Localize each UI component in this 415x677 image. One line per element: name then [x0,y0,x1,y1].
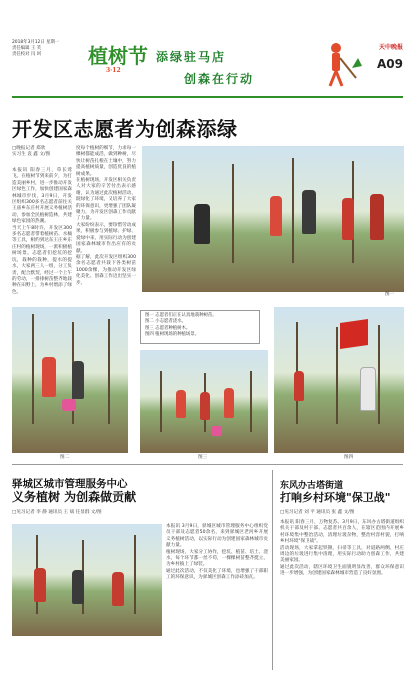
issue-date: 2018年3月12日 星期一 [12,40,60,45]
article-3-byline: □见习记者 刘 平 通讯员 张 鑫 文/图 [280,510,355,515]
planting-figure-icon [316,38,366,90]
lead-column-1: 本报讯 阳春三月，草长莺飞。在植树节到来前夕，为打造美丽乡村，进一步推动开发区绿色工作，加快创建国家森林城市步伐，3月9日，开发区组织300多名志愿者前往关王庙乡东庄村开展义务植树活动，参加全民植树造林，共建绿色家园的热潮。 当天上午8时许，开发区300多名志愿者带着植树苗、水桶等工具，相约到达东王庄乡东庄村的植树现场，一派积极植树场景。志愿者们挖坑的挖坑，栽种的栽种，提水的提水，大家两三人一组，分工负责，配合默契，经过一个上午的劳动，一排排树苗整齐地栽种在田野上，为乡村增添了绿色。 [12,168,72,295]
article-2-photo [12,524,162,636]
column-divider [272,470,273,670]
legend-line-4: 图四 植树现场的种植场景。 [145,332,200,338]
photo-1 [142,146,404,292]
article-2-headline-line-2: 义务植树 为创森做贡献 [12,490,137,504]
photo-1-caption: 图一 [385,292,395,297]
legend-line-2: 图二 小志愿者浇水。 [145,319,186,325]
slogan-line-1: 添绿驻马店 [156,50,227,64]
legend-line-1: 图一 志愿者们正在认真地栽种树苗。 [145,313,217,318]
photo-legend-box [140,310,260,344]
article-3-headline [280,480,390,504]
article-2-headline [12,478,136,504]
article-2-headline-line-1: 驿城区城市管理服务中心 [12,478,128,490]
photo-4 [274,307,404,453]
header-rule [12,96,403,98]
proof-line: 责任校对 闫 珂 [12,52,42,57]
logo-title: 植树节 [88,44,148,68]
tree-planting-logo [88,40,148,74]
photo-2 [12,307,128,453]
photo-2-caption: 图二 [60,455,70,460]
section-divider [12,464,403,465]
article-3-headline-line-1: 东风办古塔街道 [280,481,344,491]
column-banner [88,34,368,94]
article-3-body: 本报讯 阳春三月，万物复苏。3月9日，东风办古塔街道组织机关干部及村干部、志愿者共百余人，在辖区范围内开展乡村环境集中整治活动，清理垃圾杂物，整治村容村貌，打响乡村环境"保卫战"。 活动现场，大家拿起铁锹、扫帚等工具，对道路两侧、村庄周边的垃圾进行集中清理，用实际行动助力创森工作，共建美丽家园。 通过此次活动，辖区环境卫生面貌明显改善，群众环保意识进一步增强，为创建国家森林城市营造了良好氛围。 [280,520,404,577]
page-number: A09 [377,57,403,71]
photo-3 [140,350,268,453]
lead-column-2: 度每个植树的细节，力求每一棵树都能成活，做到种树，尽快让树苗扎根在土壤中，努力提高植树质量，创造优良的植树成果。 在植树现场，开发区相关负责人对大家的辛苦付出表示感谢，认为通过此次植树活动，既绿化了环境，又培养了大家的环保意识，更增强了团队凝聚力，为开发区创森工作贡献了力量。 大家纷纷表示，要珍惜劳动成果，积极参与到植绿、护绿、爱绿中来，用实际行动为创建国家森林城市作出应有的贡献。 据了解，此次开发区组织300余名志愿者共栽下各类树苗1000余棵，为推动开发区绿化美化、创森工作迈出坚实一步。 [76,146,136,286]
photo-3-caption: 图三 [198,455,208,460]
article-3-headline-line-2: 打响乡村环境"保卫战" [280,491,391,504]
slogan-line-2: 创森在行动 [184,72,255,86]
legend-line-3: 图三 志愿者种植树木。 [145,325,191,331]
header-meta [12,40,82,58]
photo-4-caption: 图四 [344,455,354,460]
logo-date: 3·12 [106,67,121,74]
lead-byline: □晚报记者 郑欣 实习生 袁 鑫 文/图 [12,146,51,158]
article-2-body: 本报讯 3月9日，驿城区城市管理服务中心组织党员干部及志愿者50余名，来到驿城区老河乡开展义务植树活动，以实际行动为创建国家森林城市贡献力量。 植树现场，大家分工协作，挖坑、植苗、培土、浇水，每个环节都一丝不苟，一棵棵树苗整齐挺立，为乡村披上了绿装。 通过此次活动，不仅美化了环境，也增强了干部职工的环保意识，为驿城区创森工作添砖加瓦。 [166,524,268,581]
publication-name: 天中晚报 [378,44,403,51]
lead-headline: 开发区志愿者为创森添绿 [12,117,238,141]
editor-line: 责任编辑 王 笑 [12,46,42,51]
article-2-byline: □见习记者 李 静 通讯员 王 斌 任显群 文/图 [12,510,102,515]
